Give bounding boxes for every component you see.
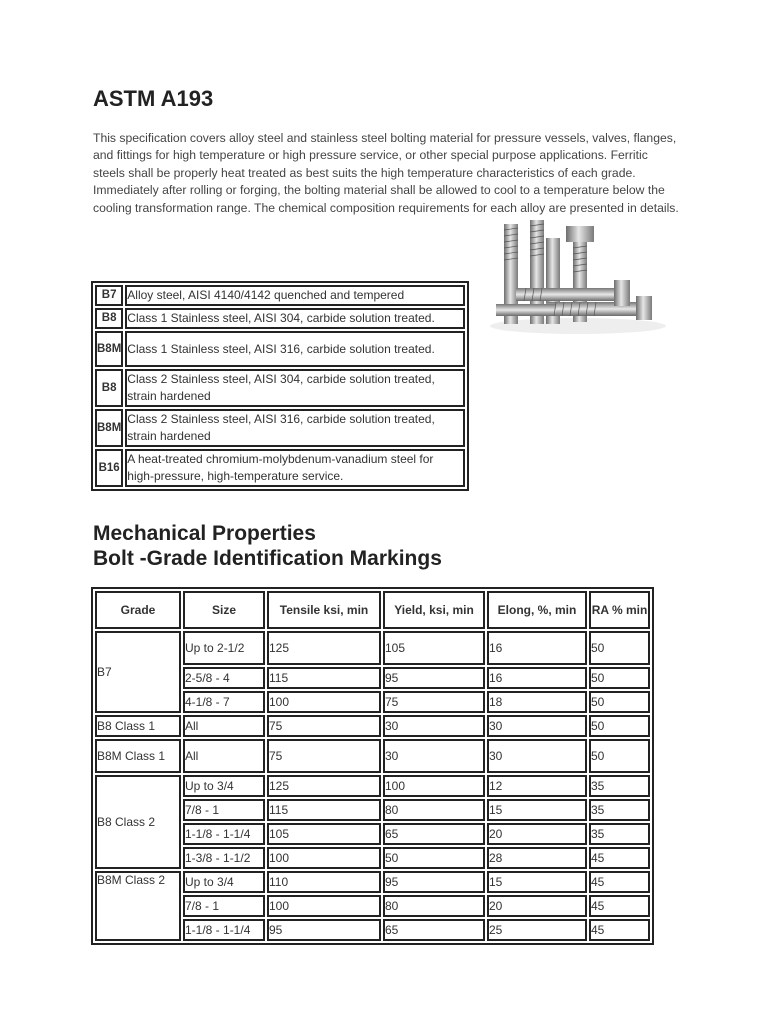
mechanical-properties-table bbox=[91, 587, 654, 945]
ra-cell: 50 bbox=[589, 739, 650, 773]
ra-cell: 45 bbox=[589, 895, 650, 917]
yield-cell: 100 bbox=[383, 775, 485, 797]
tensile-cell: 115 bbox=[267, 667, 381, 689]
grade-description: A heat-treated chromium-molybdenum-vanadium steel for high-pressure, high-temperature service. bbox=[125, 449, 465, 487]
grade-row bbox=[95, 331, 465, 367]
grade-code: B8 bbox=[95, 369, 123, 407]
ra-cell: 50 bbox=[589, 631, 650, 665]
tensile-cell: 75 bbox=[267, 715, 381, 737]
size-cell: Up to 3/4 bbox=[183, 871, 265, 893]
grade-row bbox=[95, 369, 465, 407]
elong-cell: 30 bbox=[487, 739, 587, 773]
yield-cell: 105 bbox=[383, 631, 485, 665]
tensile-cell: 110 bbox=[267, 871, 381, 893]
tensile-cell: 105 bbox=[267, 823, 381, 845]
elong-cell: 18 bbox=[487, 691, 587, 713]
yield-cell: 95 bbox=[383, 667, 485, 689]
grade-cell: B7 bbox=[95, 631, 181, 713]
grade-code: B16 bbox=[95, 449, 123, 487]
table-row bbox=[95, 871, 650, 893]
ra-cell: 35 bbox=[589, 799, 650, 821]
elong-cell: 16 bbox=[487, 667, 587, 689]
grade-description: Class 2 Stainless steel, AISI 316, carbide solution treated, strain hardened bbox=[125, 409, 465, 447]
size-cell: 1-1/8 - 1-1/4 bbox=[183, 919, 265, 941]
yield-cell: 50 bbox=[383, 847, 485, 869]
column-header-yield: Yield, ksi, min bbox=[383, 591, 485, 629]
ra-cell: 45 bbox=[589, 871, 650, 893]
column-header-size: Size bbox=[183, 591, 265, 629]
intro-paragraph: This specification covers alloy steel and stainless steel bolting material for pressure vessels, valves, flanges, and fittings for high temperature or high pressure service, or other special purpose applications. Ferritic steels shall be properly heat treated as best suits the high temperature characteristics of each grade. Immediately after rolling or forging, the bolting material shall be allowed to cool to a temperature below the cooling transformation range. The chemical composition requirements for each alloy are presented in details. bbox=[93, 131, 679, 215]
grade-description: Class 1 Stainless steel, AISI 316, carbide solution treated. bbox=[125, 331, 465, 367]
table-row bbox=[95, 631, 650, 665]
ra-cell: 35 bbox=[589, 775, 650, 797]
elong-cell: 30 bbox=[487, 715, 587, 737]
column-header-grade: Grade bbox=[95, 591, 181, 629]
table-header-row bbox=[95, 591, 650, 629]
size-cell: 1-1/8 - 1-1/4 bbox=[183, 823, 265, 845]
size-cell: Up to 3/4 bbox=[183, 775, 265, 797]
tensile-cell: 115 bbox=[267, 799, 381, 821]
yield-cell: 65 bbox=[383, 823, 485, 845]
grade-description: Class 1 Stainless steel, AISI 304, carbide solution treated. bbox=[125, 308, 465, 329]
size-cell: Up to 2-1/2 bbox=[183, 631, 265, 665]
grade-cell: B8 Class 1 bbox=[95, 715, 181, 737]
grade-code: B8 bbox=[95, 308, 123, 329]
elong-cell: 25 bbox=[487, 919, 587, 941]
size-cell: 4-1/8 - 7 bbox=[183, 691, 265, 713]
ra-cell: 45 bbox=[589, 919, 650, 941]
grade-cell: B8 Class 2 bbox=[95, 775, 181, 869]
elong-cell: 15 bbox=[487, 871, 587, 893]
ra-cell: 50 bbox=[589, 691, 650, 713]
grade-description: Class 2 Stainless steel, AISI 304, carbide solution treated, strain hardened bbox=[125, 369, 465, 407]
table-row bbox=[95, 775, 650, 797]
tensile-cell: 125 bbox=[267, 775, 381, 797]
size-cell: All bbox=[183, 715, 265, 737]
tensile-cell: 125 bbox=[267, 631, 381, 665]
ra-cell: 45 bbox=[589, 847, 650, 869]
section-subtitle: Bolt -Grade Identification Markings bbox=[93, 547, 442, 570]
tensile-cell: 75 bbox=[267, 739, 381, 773]
table-row bbox=[95, 739, 650, 773]
grade-row bbox=[95, 285, 465, 306]
column-header-tensile: Tensile ksi, min bbox=[267, 591, 381, 629]
grade-cell: B8M Class 2 bbox=[95, 871, 181, 941]
yield-cell: 80 bbox=[383, 799, 485, 821]
size-cell: 1-3/8 - 1-1/2 bbox=[183, 847, 265, 869]
tensile-cell: 100 bbox=[267, 691, 381, 713]
elong-cell: 12 bbox=[487, 775, 587, 797]
grades-table bbox=[91, 281, 469, 491]
size-cell: All bbox=[183, 739, 265, 773]
size-cell: 7/8 - 1 bbox=[183, 799, 265, 821]
yield-cell: 75 bbox=[383, 691, 485, 713]
bolts-image bbox=[486, 218, 666, 336]
table-row bbox=[95, 715, 650, 737]
grade-row bbox=[95, 409, 465, 447]
grade-row bbox=[95, 308, 465, 329]
grade-cell: B8M Class 1 bbox=[95, 739, 181, 773]
grade-description: Alloy steel, AISI 4140/4142 quenched and tempered bbox=[125, 285, 465, 306]
tensile-cell: 100 bbox=[267, 847, 381, 869]
yield-cell: 95 bbox=[383, 871, 485, 893]
tensile-cell: 100 bbox=[267, 895, 381, 917]
ra-cell: 50 bbox=[589, 715, 650, 737]
section-title: Mechanical Properties bbox=[93, 522, 316, 545]
elong-cell: 28 bbox=[487, 847, 587, 869]
grade-code: B8M bbox=[95, 331, 123, 367]
elong-cell: 20 bbox=[487, 895, 587, 917]
ra-cell: 35 bbox=[589, 823, 650, 845]
grade-code: B8M bbox=[95, 409, 123, 447]
elong-cell: 15 bbox=[487, 799, 587, 821]
yield-cell: 30 bbox=[383, 715, 485, 737]
page-title: ASTM A193 bbox=[93, 86, 214, 111]
elong-cell: 20 bbox=[487, 823, 587, 845]
size-cell: 2-5/8 - 4 bbox=[183, 667, 265, 689]
size-cell: 7/8 - 1 bbox=[183, 895, 265, 917]
grade-row bbox=[95, 449, 465, 487]
grade-code: B7 bbox=[95, 285, 123, 306]
yield-cell: 65 bbox=[383, 919, 485, 941]
column-header-elong: Elong, %, min bbox=[487, 591, 587, 629]
tensile-cell: 95 bbox=[267, 919, 381, 941]
yield-cell: 30 bbox=[383, 739, 485, 773]
ra-cell: 50 bbox=[589, 667, 650, 689]
column-header-ra: RA % min bbox=[589, 591, 650, 629]
yield-cell: 80 bbox=[383, 895, 485, 917]
elong-cell: 16 bbox=[487, 631, 587, 665]
